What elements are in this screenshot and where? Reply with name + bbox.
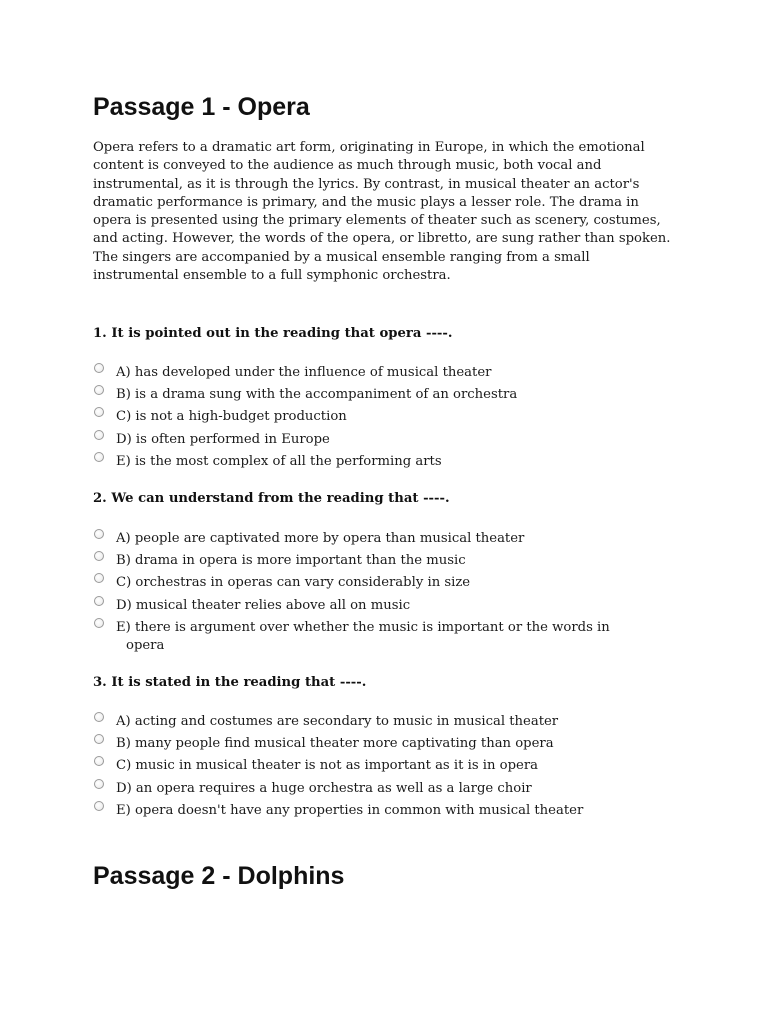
radio-button-icon[interactable]	[94, 452, 104, 462]
option-label: E) opera doesn't have any properties in common with musical theater	[116, 802, 584, 818]
question-2-prompt: 2. We can understand from the reading that ----.	[93, 491, 450, 506]
option-label: C) music in musical theater is not as important as it is in opera	[116, 758, 539, 774]
radio-button-icon[interactable]	[94, 596, 104, 606]
radio-button-icon[interactable]	[94, 385, 104, 395]
question-2-option-e[interactable]	[93, 619, 613, 659]
question-2-option-b[interactable]	[93, 552, 613, 574]
option-label: B) drama in opera is more important than the music	[116, 553, 466, 569]
question-2-option-d[interactable]	[93, 597, 613, 619]
option-label: A) has developed under the influence of musical theater	[116, 365, 492, 380]
passage-2-heading: Passage 2 - Dolphins	[93, 862, 345, 890]
radio-button-icon[interactable]	[94, 734, 104, 744]
radio-button-icon[interactable]	[94, 756, 104, 766]
question-1-prompt: 1. It is pointed out in the reading that opera ----.	[93, 326, 453, 341]
passage-1-heading: Passage 1 - Opera	[93, 93, 310, 121]
radio-button-icon[interactable]	[94, 551, 104, 561]
radio-button-icon[interactable]	[94, 407, 104, 417]
question-2-option-c[interactable]	[93, 574, 613, 596]
radio-button-icon[interactable]	[94, 363, 104, 373]
option-label: B) many people find musical theater more captivating than opera	[116, 736, 554, 752]
option-label-line-2: opera	[126, 637, 165, 653]
passage-1-text: Opera refers to a dramatic art form, originating in Europe, in which the emotional content is conveyed to the audience as much through music, both vocal and instrumental, as it is through the lyrics. By contrast, in musical theater an actor's dramatic performance is primary, and the music plays a lesser role. The drama in opera is presented using the primary elements of theater such as scenery, costumes, and acting. However, the words of the opera, or libretto, are sung rather than spoken. The singers are accompanied by a musical ensemble ranging from a small instrumental ensemble to a full symphonic orchestra.	[93, 140, 671, 284]
radio-button-icon[interactable]	[94, 618, 104, 628]
option-label: D) musical theater relies above all on music	[116, 597, 411, 613]
option-label: C) orchestras in operas can vary considerably in size	[116, 575, 471, 591]
question-2-option-a[interactable]	[93, 530, 613, 552]
option-label-line-1: E) there is argument over whether the music is important or the words in	[116, 619, 610, 635]
radio-button-icon[interactable]	[94, 573, 104, 583]
option-label: D) is often performed in Europe	[116, 431, 330, 447]
radio-button-icon[interactable]	[94, 529, 104, 539]
radio-button-icon[interactable]	[94, 801, 104, 811]
option-label: D) an opera requires a huge orchestra as well as a large choir	[116, 780, 532, 796]
option-label: B) is a drama sung with the accompaniment of an orchestra	[116, 387, 518, 403]
radio-button-icon[interactable]	[94, 430, 104, 440]
option-label: E) is the most complex of all the performing arts	[116, 453, 442, 469]
option-label: C) is not a high-budget production	[116, 409, 347, 425]
question-3-prompt: 3. It is stated in the reading that ----.	[93, 675, 367, 690]
option-label	[116, 619, 616, 655]
radio-button-icon[interactable]	[94, 712, 104, 722]
option-label: A) acting and costumes are secondary to music in musical theater	[116, 714, 559, 729]
radio-button-icon[interactable]	[94, 779, 104, 789]
question-2-options	[93, 530, 613, 659]
option-label: A) people are captivated more by opera than musical theater	[116, 531, 525, 546]
